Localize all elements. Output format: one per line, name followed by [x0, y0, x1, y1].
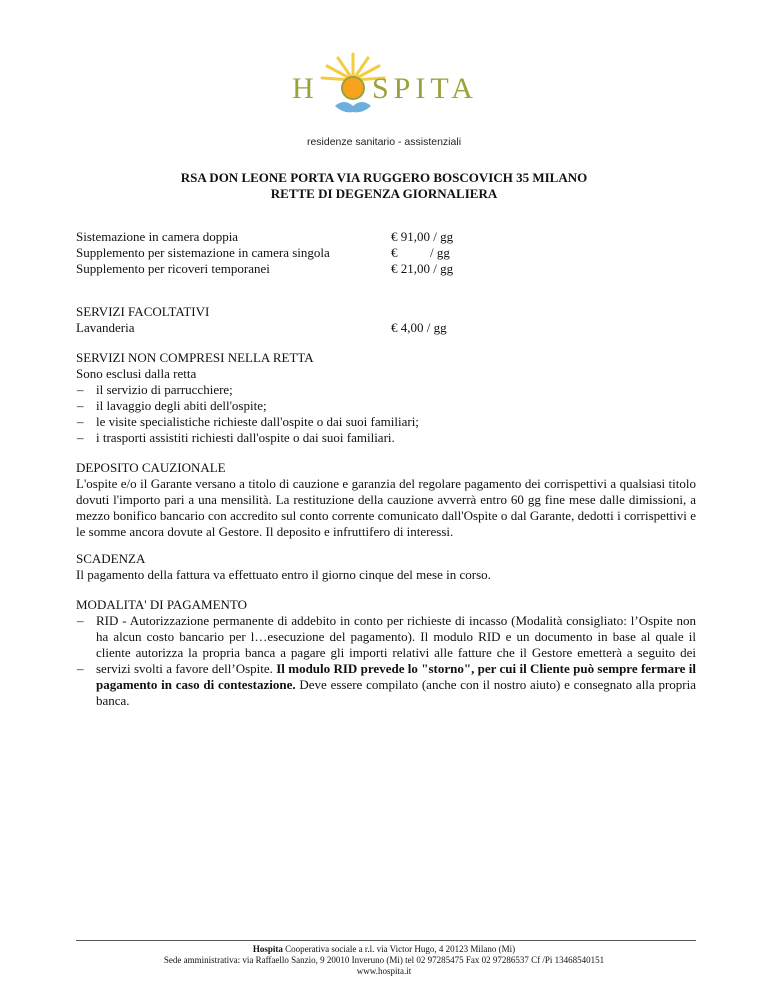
- footer-line-1: [0, 944, 768, 955]
- excluded-item: le visite specialistiche richieste dall'ospite o dai suoi familiari;: [96, 414, 419, 429]
- logo-tagline: residenze sanitario - assistenziali: [306, 136, 462, 148]
- payment-text-plain: RID - Autorizzazione permanente di addebito in conto per richieste di incasso (Modalità consigliato: l’Ospite non ha alcun costo bancario per l…esecuzione del pagamento). Il modulo RID e un documento in base al quale il cliente autorizza la propria banca a pagare gli importi relativi alle fatture che il Gestore emetterà a seguito dei servizi svolti a favore dell’Ospite.: [96, 613, 696, 676]
- rate-price-temporary: € 21,00 / gg: [391, 261, 454, 276]
- deposit-heading: DEPOSITO CAUZIONALE: [76, 460, 226, 475]
- bullet-dash: –: [77, 382, 84, 397]
- excluded-intro: Sono esclusi dalla retta: [76, 366, 197, 381]
- rate-label-double: Sistemazione in camera doppia: [76, 229, 239, 244]
- title-line-2: RETTE DI DEGENZA GIORNALIERA: [270, 186, 498, 201]
- deadline-text: Il pagamento della fattura va effettuato entro il giorno cinque del mese in corso.: [76, 567, 491, 582]
- excluded-item: i trasporti assistiti richiesti dall'ospite o dai suoi familiari.: [96, 430, 395, 445]
- optional-label: Lavanderia: [76, 320, 135, 335]
- excluded-item: il lavaggio degli abiti dell'ospite;: [96, 398, 267, 413]
- rate-price-single: € / gg: [391, 245, 450, 260]
- optional-heading: SERVIZI FACOLTATIVI: [76, 304, 210, 319]
- footer-website[interactable]: www.hospita.it: [356, 966, 412, 976]
- logo-text: SPITA: [372, 72, 478, 105]
- excluded-heading: SERVIZI NON COMPRESI NELLA RETTA: [76, 350, 314, 365]
- payment-text-bold: Il modulo RID prevede lo "storno", per cui il Cliente può sempre fermare il pagamento in caso di contestazione.: [96, 661, 697, 692]
- payment-heading: MODALITA' DI PAGAMENTO: [76, 597, 248, 612]
- bullet-dash: –: [77, 661, 84, 676]
- rate-label-temporary: Supplemento per ricoveri temporanei: [76, 261, 270, 276]
- footer-divider: [76, 940, 696, 941]
- hospita-logo: [280, 50, 490, 130]
- optional-price: € 4,00 / gg: [391, 320, 447, 335]
- bullet-dash: –: [77, 613, 84, 628]
- payment-text: [96, 613, 696, 709]
- excluded-item: il servizio di parrucchiere;: [96, 382, 233, 397]
- deposit-text: L'ospite e/o il Garante versano a titolo di cauzione e garanzia del regolare pagamento dei corrispettivi a qualsiasi titolo dovuti l'importo pari a una mensilità. La restituzione della cauzione avverrà entro 60 gg fine mese dalle dimissioni, a mezzo bonifico bancario con accredito sul conto corrente comunicato dall'Ospite o dal Garante, dedotti i corrispettivi e le somme ancora dovute al Gestore. Il deposito e infruttifero di interessi.: [76, 476, 696, 539]
- title-line-1: RSA DON LEONE PORTA VIA RUGGERO BOSCOVICH 35 MILANO: [180, 170, 588, 185]
- bullet-dash: –: [77, 430, 84, 445]
- rate-label-single: Supplemento per sistemazione in camera singola: [76, 245, 330, 260]
- footer-company: Hospita: [252, 944, 283, 954]
- logo-letter-h: H: [292, 72, 317, 105]
- rate-price-double: € 91,00 / gg: [391, 229, 454, 244]
- footer-line-2: Sede amministrativa: via Raffaello Sanzio, 9 20010 Inveruno (Mi) tel 02 97285475 Fax 02 97286537 Cf /Pi 13468540151: [163, 955, 605, 965]
- payment-text-after: Deve essere compilato (anche con il nostro aiuto) e consegnato alla propria banca.: [96, 677, 697, 708]
- bullet-dash: –: [77, 414, 84, 429]
- deadline-heading: SCADENZA: [76, 551, 146, 566]
- bullet-dash: –: [77, 398, 84, 413]
- footer-address: Cooperativa sociale a r.l. via Victor Hugo, 4 20123 Milano (Mi): [285, 944, 516, 954]
